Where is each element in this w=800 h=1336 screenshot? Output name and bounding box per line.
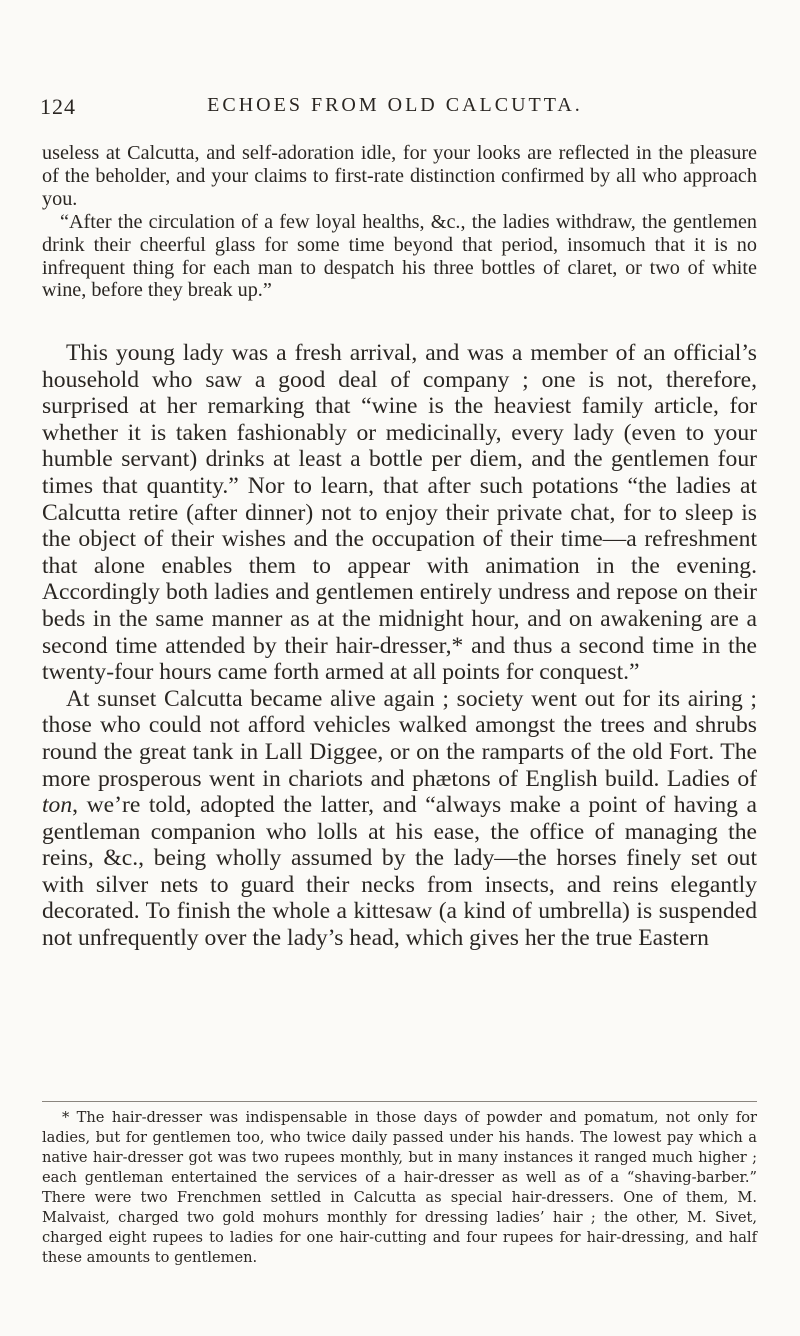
footnote-text: * The hair-dresser was indispensable in those days of powder and pomatum, not only for ladies, but for gentlemen too, who twice daily passed under his hands. The lowest pay which a native hair-dresser got was two rupees monthly, but in many instances it ranged much higher ; each gentleman entertained the services of a hair-dresser as well as of a “shaving-barber.” There were two Frenchmen settled in Calcutta as special hair-dressers. One of them, M. Malvaist, charged two gold mohurs monthly for dressing ladies’ hair ; the other, M. Sivet, charged eight rupees to ladies for one hair-cutting and four rupees for hair-dressing, and half these amounts to gentlemen.	[42, 1109, 757, 1266]
running-title: ECHOES FROM OLD CALCUTTA.	[207, 94, 583, 116]
quoted-paragraph: “After the circulation of a few loyal healths, &c., the ladies withdraw, the gentlemen drink their cheerful glass for some time beyond that period, insomuch that it is no infrequent thing for each man to despatch his three bottles of claret, or two of white wine, before they break up.”	[42, 210, 757, 302]
quoted-passage	[42, 142, 757, 302]
main-text	[42, 340, 757, 952]
text-run: , we’re told, adopted the latter, and “always make a point of having a gentleman companion who lolls at his ease, the office of managing the reins, &c., being wholly assumed by the lady—the horses finely set out with silver nets to guard their necks from insects, and reins elegantly decorated. To finish the whole a kittesaw (a kind of umbrella) is suspended not unfrequently over the lady’s head, which gives her the true Eastern	[42, 792, 757, 952]
page-number: 124	[40, 94, 76, 119]
body-paragraph	[42, 686, 757, 952]
text-run: At sunset Calcutta became alive again ; society went out for its airing ; those who could not afford vehicles walked amongst the trees and shrubs round the great tank in Lall Diggee, or on the ramparts of the old Fort. The more prosperous went in chariots and phætons of English build. Ladies of	[42, 685, 757, 792]
quoted-paragraph: useless at Calcutta, and self-adoration idle, for your looks are reflected in the pleasure of the beholder, and your claims to first-rate distinction confirmed by all who approach you.	[42, 142, 757, 210]
footnote-divider	[42, 1101, 757, 1102]
footnote	[42, 1108, 757, 1268]
page-header	[40, 94, 750, 124]
italic-term: ton	[42, 792, 73, 819]
body-paragraph: This young lady was a fresh arrival, and was a member of an official’s household who saw a good deal of company ; one is not, therefore, surprised at her remarking that “wine is the heaviest family article, for whether it is taken fashionably or medicinally, every lady (even to your humble servant) drinks at least a bottle per diem, and the gentlemen four times that quantity.” Nor to learn, that after such potations “the ladies at Calcutta retire (after dinner) not to enjoy their private chat, for to sleep is the object of their wishes and the occupation of their time—a refreshment that alone enables them to appear with animation in the evening. Accordingly both ladies and gentlemen entirely undress and repose on their beds in the same manner as at the midnight hour, and on awakening are a second time attended by their hair-dresser,* and thus a second time in the twenty-four hours came forth armed at all points for conquest.”	[42, 340, 757, 686]
